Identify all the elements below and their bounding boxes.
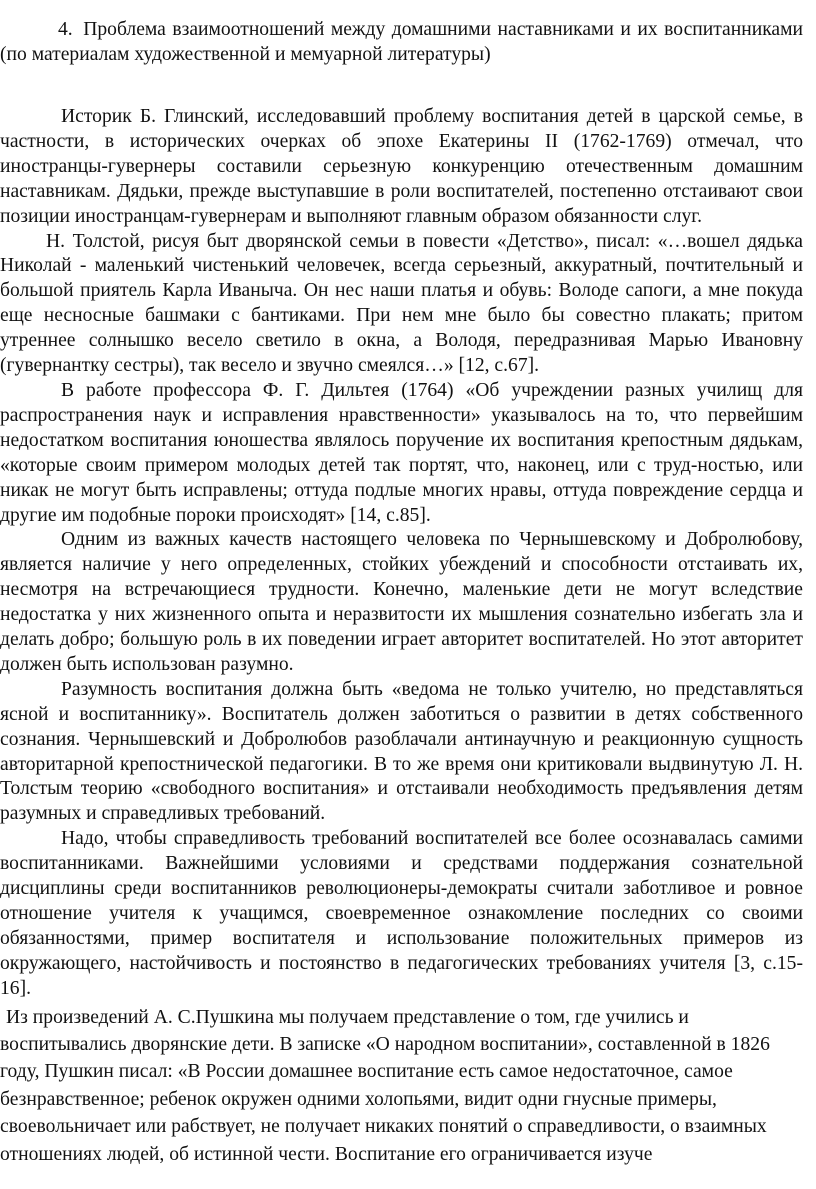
section-heading bbox=[0, 18, 803, 67]
paragraph-reasonableness: Разумность воспитания должна быть «ведома не только учителю, но представляться ясной и воспитаннику». Воспитатель должен заботиться о развитии в детях собственного сознания. Чернышевский и Добролюбов разоблачали антинаучную и реакционную сущность авторитарной крепостнической педагогики. В то же время они критиковали выдвинутую Л. Н. Толстым теорию «свободного воспитания» и отстаивали необходимость предъявления детям разумных и справедливых требований. bbox=[0, 678, 803, 825]
section-number: 4. bbox=[58, 19, 73, 40]
paragraph-pushkin: Из произведений А. С.Пушкина мы получаем представление о том, где учились и воспитывались дворянские дети. В записке «О народном воспитании», составленной в 1826 году, Пушкин писал: «В России домашнее воспитание есть самое недостаточное, самое безнравственное; ребенок окружен одними холопьями, видит одни гнусные примеры, своевольничает или рабствует, не получает никаких понятий о справедливости, о взаимных отношениях людей, об истинной чести. Воспитание его ограничивается изуче bbox=[0, 1006, 770, 1165]
paragraph-tolstoy: Н. Толстой, рисуя быт дворянской семьи в повести «Детство», писал: «…вошел дядька Николай - маленький чистенький человечек, всегда серьезный, аккуратный, почтительный и большой приятель Карла Иваныча. Он нес наши платья и обувь: Володе сапоги, а мне покуда еще несносные башмаки с бантиками. При нем мне было бы совестно плакать; притом утреннее солнышко весело светило в окна, а Володя, передразнивая Марью Ивановну (гувернантку сестры), так весело и звучно смеялся…» [12, с.67]. bbox=[0, 230, 803, 377]
section-title: Проблема взаимоотношений между домашними наставниками и их воспитанниками (по материалам художественной и мемуарной литературы) bbox=[0, 19, 803, 65]
paragraph-glinsky: Историк Б. Глинский, исследовавший проблему воспитания детей в царской семье, в частности, в исторических очерках об эпохе Екатерины II (1762-1769) отмечал, что иностранцы-гувернеры составили серьезную конкуренцию отечественным домашним наставникам. Дядьки, прежде выступавшие в роли воспитателей, постепенно отстаивают свои позиции иностранцам-гувернерам и выполняют главным образом обязанности слуг. bbox=[0, 106, 803, 227]
paragraph-chernyshevsky: Одним из важных качеств настоящего человека по Чернышевскому и Добролюбову, является наличие у него определенных, стойких убеждений и способности отстаивать их, несмотря на встречающиеся трудности. Конечно, маленькие дети не могут вследствие недостатка у них жизненного опыта и неразвитости их мышления сознательно избегать зла и делать добро; большую роль в их поведении играет авторитет воспитателей. Но этот авторитет должен быть использован разумно. bbox=[0, 529, 803, 675]
paragraph-justice: Надо, чтобы справедливость требований воспитателей все более осознавалась самими воспитанниками. Важнейшими условиями и средствами поддержания сознательной дисциплины среди воспитанников революционеры-демократы считали заботливое и ровное отношение учителя к учащимся, своевременное ознакомление последних со своими обязанностями, пример воспитателя и использование положительных примеров из окружающего, настойчивость и постоянство в педагогических требованиях учителя [3, с.15-16]. bbox=[0, 828, 803, 999]
paragraph-diltey: В работе профессора Ф. Г. Дильтея (1764) «Об учреждении разных училищ для распространения наук и исправления нравственности» указывалось на то, что первейшим недостатком воспитания юношества являлось поручение их воспитания крепостным дядькам, «которые своим примером молодых детей так портят, что, наконец, или с труд-ностью, или никак не могут быть исправлены; оттуда подлые многих нравы, оттуда повреждение сердца и другие им подобные пороки происходят» [14, с.85]. bbox=[0, 379, 803, 526]
document-body bbox=[0, 105, 816, 1168]
